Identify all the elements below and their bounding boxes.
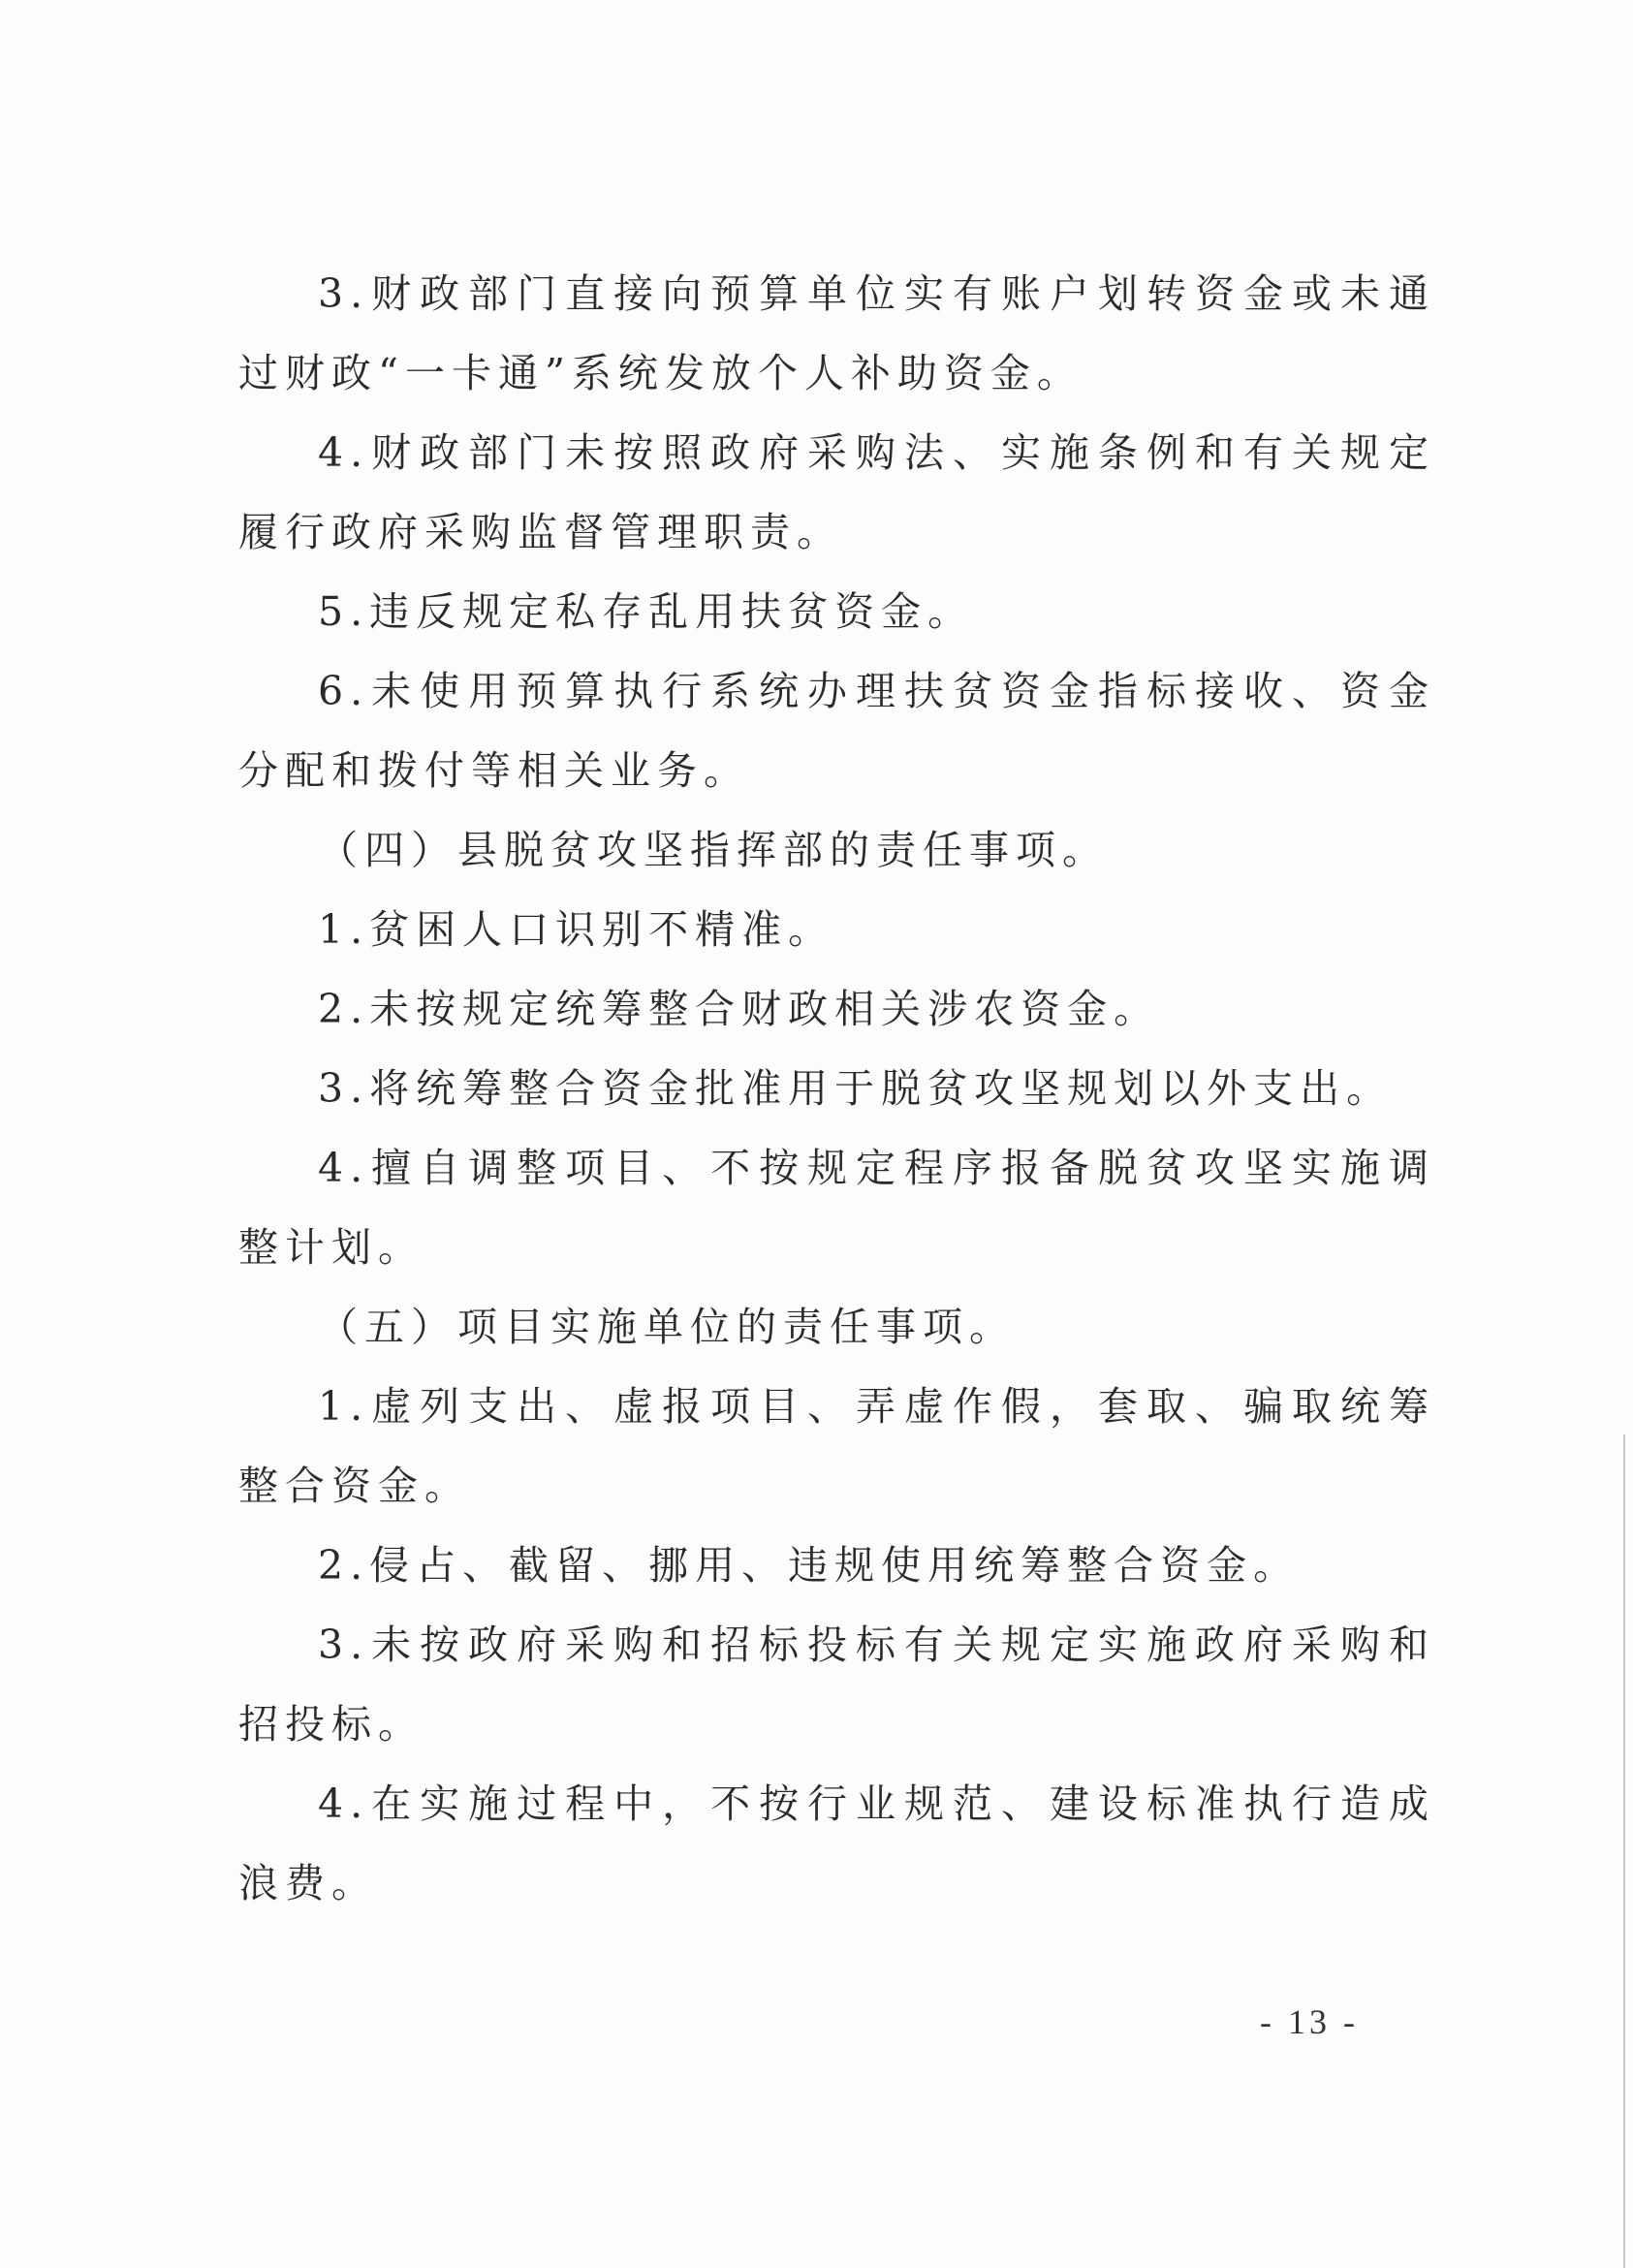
paragraph-project-2: 2.侵占、截留、挪用、违规使用统筹整合资金。: [318, 1542, 1301, 1589]
paragraph-finance-4: 4.财政部门未按照政府采购法、实施条例和有关规定履行政府采购监督管理职责。: [238, 429, 1435, 555]
section-heading-4: （四）县脱贫攻坚指挥部的责任事项。: [318, 827, 1109, 873]
paragraph-finance-3: 3.财政部门直接向预算单位实有账户划转资金或未通过财政“一卡通”系统发放个人补助资金。: [238, 270, 1435, 396]
paragraph-command-4: 4.擅自调整项目、不按规定程序报备脱贫攻坚实施调整计划。: [238, 1145, 1435, 1271]
scan-edge-line: [1623, 1434, 1625, 2268]
paragraph-project-1: 1.虚列支出、虚报项目、弄虚作假，套取、骗取统筹整合资金。: [238, 1383, 1435, 1509]
paragraph-project-4: 4.在实施过程中，不按行业规范、建设标准执行造成浪费。: [238, 1780, 1435, 1906]
paragraph-project-3: 3.未按政府采购和招标投标有关规定实施政府采购和招投标。: [238, 1622, 1435, 1748]
paragraph-command-1: 1.贫困人口识别不精准。: [318, 906, 835, 953]
document-body: [238, 254, 1435, 1923]
paragraph-finance-5: 5.违反规定私存乱用扶贫资金。: [318, 588, 975, 635]
paragraph-finance-6: 6.未使用预算执行系统办理扶贫资金指标接收、资金分配和拨付等相关业务。: [238, 668, 1435, 794]
page-number: - 13 -: [1260, 2002, 1359, 2041]
paragraph-command-3: 3.将统筹整合资金批准用于脱贫攻坚规划以外支出。: [318, 1065, 1394, 1112]
paragraph-command-2: 2.未按规定统筹整合财政相关涉农资金。: [318, 986, 1161, 1032]
section-heading-5: （五）项目实施单位的责任事项。: [318, 1304, 1016, 1350]
